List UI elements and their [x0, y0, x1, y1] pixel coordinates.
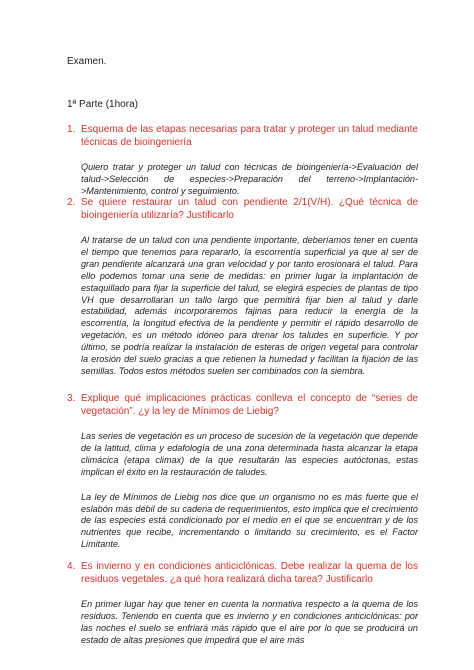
answer-paragraph: Quiero tratar y proteger un talud con técnicas de bioingeniería->Evaluación del talud->Selección de especies->Preparación del terreno->Implantación->Mantenimiento, control y seguimiento. — [81, 162, 418, 196]
question-3 — [67, 392, 418, 551]
answer-paragraph: Las series de vegetación es un proceso de sucesión de la vegetación que depende de la latitud, clima y edafología de una zona determinada hasta alcanzar la etapa climácica (etapa climax) de la que resultarán las especies autóctonas, estas implican el éxito en la restauración de taludes. — [81, 431, 418, 477]
question-1 — [67, 123, 418, 198]
question-number: 3. — [67, 393, 76, 404]
question-number: 1. — [67, 124, 76, 135]
exam-title: Examen. — [67, 56, 107, 67]
question-number: 2. — [67, 197, 76, 208]
question-text: Explique qué implicaciones prácticas conlleva el concepto de “series de vegetación”. ¿y la ley de Mínimos de Liebig? — [81, 393, 418, 417]
question-text: Es invierno y en condiciones anticiclónicas. Debe realizar la quema de los residuos vegetales. ¿a qué hora realizará dicha tarea? Justificarlo — [81, 561, 418, 585]
question-text: Se quiere restaurar un talud con pendiente 2/1(V/H). ¿Qué técnica de bioingeniería utilizaría? Justificarlo — [81, 197, 418, 221]
question-text: Esquema de las etapas necesarias para tratar y proteger un talud mediante técnicas de bioingeniería — [81, 124, 418, 148]
answer-paragraph: En primer lugar hay que tener en cuenta la normativa respecto a la quema de los residuos. Teniendo en cuenta que es invierno y en condiciones anticiclónicas: por las noches el suelo se enfriará más rápido que el aire por lo que se producirá un estado de altas presiones que impedirá que el aire más — [81, 599, 418, 645]
part-heading: 1ª Parte (1hora) — [67, 99, 138, 110]
answer-paragraph: La ley de Mínimos de Liebig nos dice que un organismo no es más fuerte que el eslabón más débil de su cadena de requerimientos, esto implica que el crecimiento de las especies está condicionado por el medio en el que se encuentran y de los nutrientes que recibe, incrementando o limitando su crecimiento, es el Factor Limitante. — [81, 491, 418, 550]
question-4 — [67, 560, 418, 647]
question-number: 4. — [67, 561, 76, 572]
answer-paragraph: Al tratarse de un talud con una pendiente importante, deberíamos tener en cuenta el tiempo que tenemos para repararlo, la escorrentía superficial ya que al ser de gran pendiente alcanzará una gran velocidad y por tanto erosionará el talud. Para ello podemos tomar una serie de medidas: en primer lugar la implantación de estaquillado para fijar la superficie del talud, se elegirá especies de plantas de tipo VH que desarrollaran un tallo largo que permitirá fijar bien al talud y darle estabilidad, además incorporaremos fajinas para reducir la energía de la escorrentía, la longitud efectiva de la pendiente y permitir el rápido desarrollo de vegetación, es un método idóneo para drenar los taludes en superficie. Y por último, se podría realizar la instalación de esteras de origen vegetal para controlar la erosión del suelo gracias a que retienen la humedad y facilitan la fijación de las semillas. Todos estos métodos suelen ser combinados con la siembra. — [81, 235, 418, 376]
question-2 — [67, 196, 418, 378]
